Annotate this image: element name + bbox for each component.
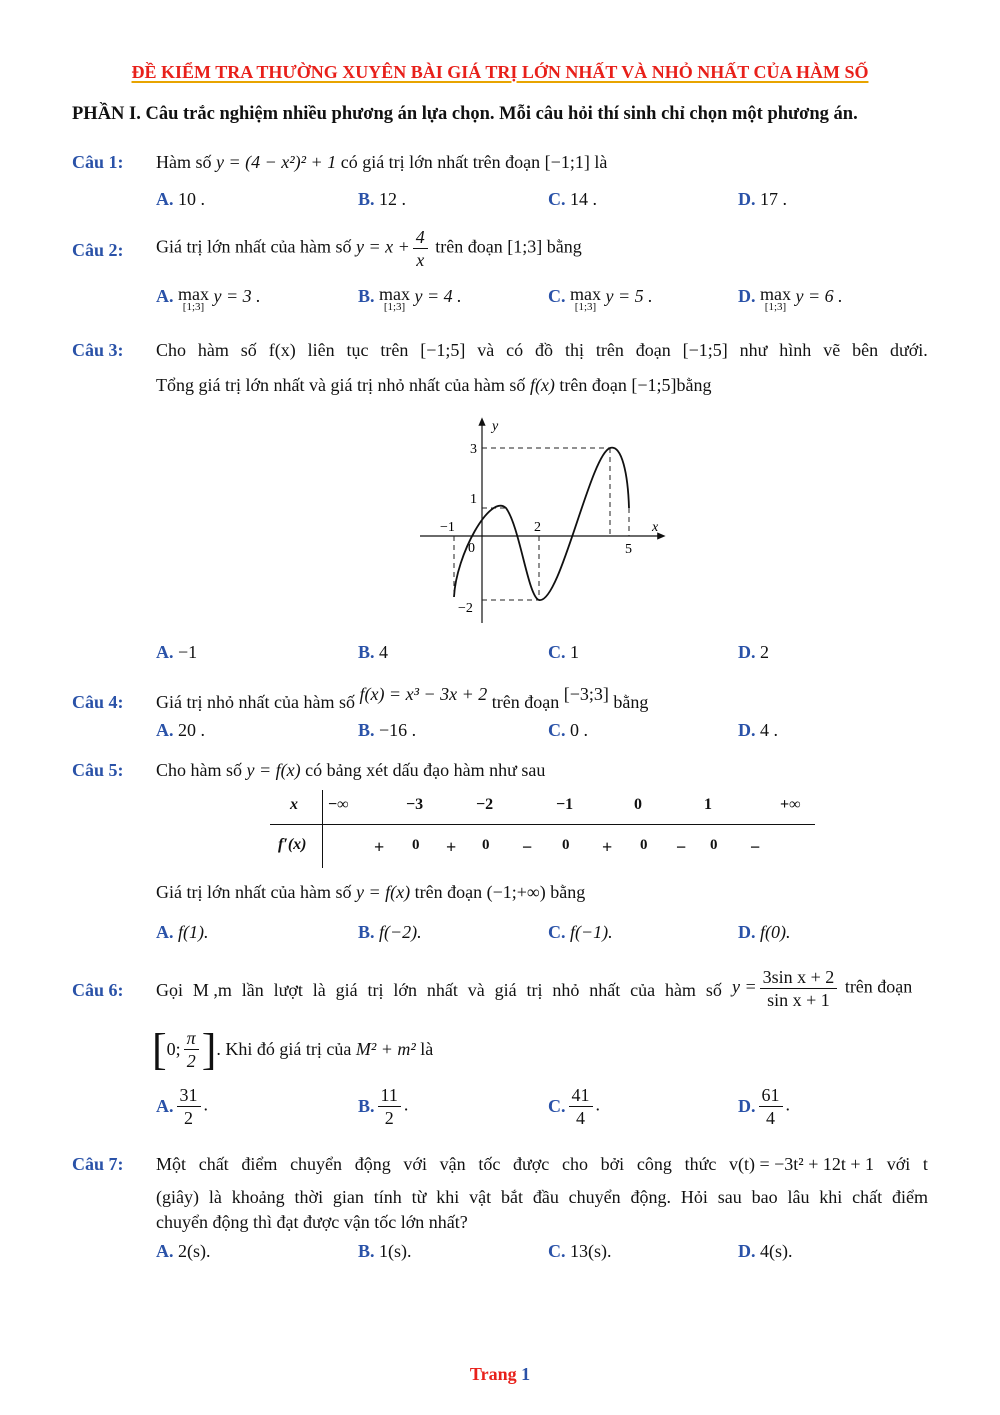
- sign-table-sign: +: [374, 837, 385, 857]
- interval: [1;3]: [507, 236, 543, 257]
- interval: [−1;1]: [544, 152, 590, 172]
- question-6-function: y = $\frac{\text{3sin x + 2}}{\text{sin x + 1}}$ trên đoạn: [732, 967, 913, 1010]
- word: với: [886, 1154, 911, 1174]
- word: [−1;5]: [682, 340, 728, 360]
- word: Gọi: [156, 980, 183, 1000]
- word: [−1;5]: [420, 340, 466, 360]
- question-6-line-1: [156, 980, 722, 1001]
- word: thức: [684, 1154, 717, 1174]
- word: lần: [241, 980, 264, 1000]
- interval: (−1;+∞): [486, 882, 546, 902]
- question-1-stem: Hàm số y = (4 − x²)² + 1 có giá trị lớn nhất trên đoạn [−1;1] là: [156, 152, 608, 172]
- tick-label-neg2: −2: [458, 601, 473, 616]
- option-6d[interactable]: D. $\frac{61}{4}$ .: [738, 1085, 790, 1128]
- question-5-stem: Cho hàm số y = f(x) có bảng xét dấu đạo hàm như sau: [156, 760, 546, 780]
- sign-table: [270, 790, 815, 868]
- sign-table-sign: −: [676, 837, 687, 857]
- sign-table-sign: 0: [562, 837, 570, 853]
- word: dưới.: [889, 340, 928, 360]
- question-7-line-2: (giây) là khoảng thời gian tính từ khi vật bắt đầu chuyển động. Hỏi sau bao lâu khi chất điểm: [156, 1187, 928, 1207]
- footer-word: Trang: [469, 1364, 517, 1384]
- option-4b[interactable]: B. −16 .: [358, 720, 417, 740]
- word: f(x): [268, 340, 296, 360]
- word: nhất: [589, 980, 621, 1000]
- question-1-label: Câu 1:: [72, 152, 124, 172]
- word: và: [467, 980, 485, 1000]
- x-axis-label: x: [652, 520, 659, 535]
- word: bởi: [600, 1154, 625, 1174]
- sign-table-sign: −: [750, 837, 761, 857]
- sign-table-sign: +: [446, 837, 457, 857]
- function-curve: [454, 448, 629, 600]
- y-axis-label: y: [492, 419, 499, 434]
- question-4-label: Câu 4:: [72, 692, 124, 712]
- sign-table-x-value: 0: [634, 796, 642, 813]
- formula: y = (4 − x²)² + 1: [216, 152, 337, 172]
- option-5a[interactable]: A. f(1).: [156, 922, 209, 942]
- sign-table-x-value: −2: [476, 796, 494, 813]
- word: lượt: [273, 980, 303, 1000]
- tick-label-0: 0: [468, 541, 475, 556]
- sign-table-x-value: −1: [556, 796, 574, 813]
- option-4c[interactable]: C. 0 .: [548, 720, 588, 740]
- word: được: [513, 1154, 550, 1174]
- word: bên: [852, 340, 879, 360]
- sign-table-sign: 0: [640, 837, 648, 853]
- option-1a[interactable]: A. 10 .: [156, 189, 205, 209]
- word: giá: [494, 980, 517, 1000]
- interval: [−1;5]: [631, 375, 677, 395]
- option-5d[interactable]: D. f(0).: [738, 922, 791, 942]
- fraction: $\frac{\text{3sin x + 2}}{\text{sin x + 1}}$: [760, 966, 838, 1011]
- option-5b[interactable]: B. f(−2).: [358, 922, 422, 942]
- guide-lines: [454, 448, 629, 600]
- word: hình: [779, 340, 812, 360]
- word: và: [477, 340, 495, 360]
- option-7d[interactable]: D. 4(s).: [738, 1241, 793, 1261]
- interval: [−3;3]: [563, 684, 609, 704]
- question-3-line-1: [156, 340, 928, 361]
- page-footer: [0, 1364, 1000, 1385]
- word: lớn: [393, 980, 417, 1000]
- option-6b[interactable]: B. $\frac{11}{2}$ .: [358, 1085, 409, 1128]
- option-2b[interactable]: B. max [1;3] y = 4 .: [358, 284, 462, 313]
- page-title: ĐỀ KIỂM TRA THƯỜNG XUYÊN BÀI GIÁ TRỊ LỚN NHẤT VÀ NHỎ NHẤT CỦA HÀM SỐ: [131, 62, 869, 82]
- tick-label-5: 5: [625, 542, 632, 557]
- word: tục: [346, 340, 369, 360]
- option-1c[interactable]: C. 14 .: [548, 189, 597, 209]
- sign-table-x-value: +∞: [780, 796, 801, 813]
- word: đoạn: [635, 340, 671, 360]
- option-4a[interactable]: A. 20 .: [156, 720, 205, 740]
- word: v(t) = −3t² + 12t + 1: [729, 1154, 874, 1174]
- sign-table-x-label: x: [290, 796, 298, 813]
- question-4-stem: Giá trị nhỏ nhất của hàm số f(x) = x³ − 3x + 2 trên đoạn [−3;3] bằng: [156, 684, 649, 712]
- sign-table-sign: 0: [482, 837, 490, 853]
- word: đồ: [535, 340, 554, 360]
- fraction: $\frac{4}{x}$: [413, 226, 428, 271]
- word: như: [739, 340, 768, 360]
- question-5-label: Câu 5:: [72, 760, 124, 780]
- word: t: [922, 1154, 928, 1174]
- word: Một: [156, 1154, 187, 1174]
- question-7-line-1: [156, 1154, 928, 1175]
- sign-table-x-value: −∞: [328, 796, 349, 813]
- formula: f(x) = x³ − 3x + 2: [359, 684, 488, 704]
- word: chất: [198, 1154, 229, 1174]
- question-6-label: Câu 6:: [72, 980, 124, 1000]
- word: với: [403, 1154, 427, 1174]
- question-2-label: Câu 2:: [72, 240, 124, 260]
- option-3a[interactable]: A. −1: [156, 642, 198, 662]
- option-1b[interactable]: B. 12 .: [358, 189, 407, 209]
- word: trên: [595, 340, 624, 360]
- word: vẽ: [823, 340, 841, 360]
- part-heading: PHẦN I. Câu trắc nghiệm nhiều phương án lựa chọn. Mỗi câu hỏi thí sinh chỉ chọn một phương án.: [72, 104, 858, 124]
- option-5c[interactable]: C. f(−1).: [548, 922, 613, 942]
- word: trị: [367, 980, 384, 1000]
- tick-label-neg1: −1: [440, 520, 455, 535]
- word: công: [636, 1154, 672, 1174]
- word: trên: [380, 340, 409, 360]
- word: hàm: [664, 980, 696, 1000]
- word: cho: [561, 1154, 588, 1174]
- tick-label-1: 1: [470, 492, 477, 507]
- question-2-stem: Giá trị lớn nhất của hàm số y = x + $\frac{4}{x}$ trên đoạn [1;3] bằng: [156, 227, 582, 270]
- word: vận: [439, 1154, 466, 1174]
- sign-table-sign: +: [602, 837, 613, 857]
- word: chuyển: [290, 1154, 343, 1174]
- sign-table-x-value: 1: [704, 796, 712, 813]
- word: là: [312, 980, 326, 1000]
- question-7-line-3: chuyển động thì đạt được vận tốc lớn nhất?: [156, 1212, 468, 1232]
- word: liên: [307, 340, 335, 360]
- word: động: [354, 1154, 391, 1174]
- option-3b[interactable]: B. 4: [358, 642, 389, 662]
- word: Cho: [156, 340, 187, 360]
- question-6-line-2: [0; $\frac{\pi}{2}$ ]. Khi đó giá trị của M² + m² là: [152, 1025, 434, 1074]
- option-1d[interactable]: D. 17 .: [738, 189, 787, 209]
- sign-table-sign: 0: [710, 837, 718, 853]
- option-6a[interactable]: A. $\frac{31}{2}$ .: [156, 1085, 208, 1128]
- word: giá: [335, 980, 358, 1000]
- sign-table-sign: −: [522, 837, 533, 857]
- sign-table-sign: 0: [412, 837, 420, 853]
- word: nhất: [426, 980, 458, 1000]
- question-3-line-2: Tổng giá trị lớn nhất và giá trị nhỏ nhất của hàm số f(x) trên đoạn [−1;5]bằng: [156, 375, 712, 395]
- word: số: [705, 980, 722, 1000]
- word: trị: [526, 980, 543, 1000]
- footer-page-number: 1: [521, 1364, 531, 1384]
- word: tốc: [478, 1154, 501, 1174]
- question-3-label: Câu 3:: [72, 340, 124, 360]
- option-3c[interactable]: C. 1: [548, 642, 579, 662]
- option-2c[interactable]: C. max [1;3] y = 5 .: [548, 284, 653, 313]
- word: M ,m: [192, 980, 232, 1000]
- option-3d[interactable]: D. 2: [738, 642, 769, 662]
- word: thị: [564, 340, 584, 360]
- option-7b[interactable]: B. 1(s).: [358, 1241, 412, 1261]
- word: có: [506, 340, 524, 360]
- sign-table-x-value: −3: [406, 796, 424, 813]
- word: hàm: [197, 340, 229, 360]
- word: số: [240, 340, 257, 360]
- word: điểm: [241, 1154, 278, 1174]
- question-5-line-2: Giá trị lớn nhất của hàm số y = f(x) trên đoạn (−1;+∞) bằng: [156, 882, 586, 902]
- question-7-label: Câu 7:: [72, 1154, 124, 1174]
- option-7a[interactable]: A. 2(s).: [156, 1241, 211, 1261]
- word: nhỏ: [552, 980, 580, 1000]
- option-2a[interactable]: A. max [1;3] y = 3 .: [156, 284, 261, 313]
- option-2d[interactable]: D. max [1;3] y = 6 .: [738, 284, 843, 313]
- tick-label-2: 2: [534, 520, 541, 535]
- tick-label-3: 3: [470, 442, 477, 457]
- option-4d[interactable]: D. 4 .: [738, 720, 778, 740]
- function-graph: [410, 415, 680, 630]
- option-6c[interactable]: C. $\frac{41}{4}$ .: [548, 1085, 600, 1128]
- word: của: [630, 980, 656, 1000]
- sign-table-fp-label: f′(x): [278, 836, 307, 853]
- option-7c[interactable]: C. 13(s).: [548, 1241, 612, 1261]
